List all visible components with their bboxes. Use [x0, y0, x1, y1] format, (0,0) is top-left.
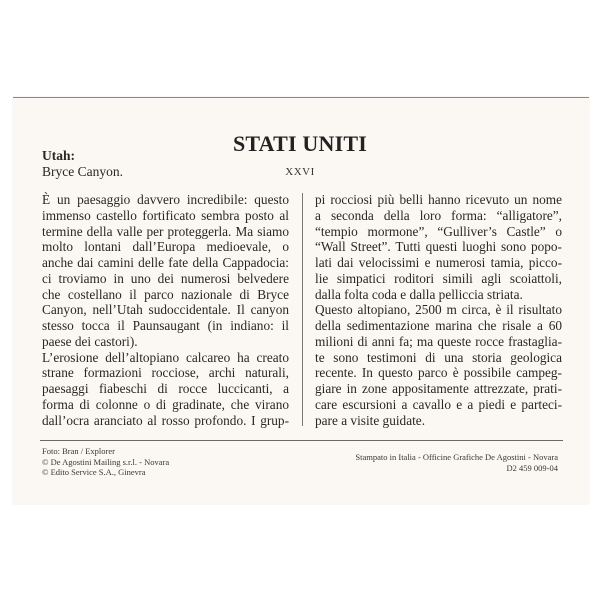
text-line: strane formazioni rocciose, archi naturali, — [42, 365, 289, 381]
product-code: D2 459 009-04 — [506, 462, 558, 473]
text-line: molto lontani dall’Europa medioevale, o — [42, 239, 289, 255]
text-line: care escursioni a cavallo e a piedi e parteci- — [315, 396, 562, 412]
text-line: anche dai camini delle fate della Cappadocia: — [42, 255, 289, 270]
text-line: forma di colonne o di gradinate, che virano — [42, 396, 289, 412]
text-line: “tempio mormone”, “Gulliver’s Castle” o — [315, 223, 562, 239]
text-line: giare in zone appositamente attrezzate, prati- — [315, 381, 562, 396]
text-line: recente. In questo parco è possibile campeg- — [315, 365, 562, 381]
place-label: Bryce Canyon. — [42, 164, 123, 179]
text-line: termine della valle per proteggerla. Ma siamo — [42, 223, 289, 239]
text-line: pare a visite guidate. — [315, 412, 426, 428]
column-divider — [302, 193, 303, 426]
text-line: L’erosione dell’altopiano calcareo ha creato — [42, 349, 289, 365]
page-title: STATI UNITI — [232, 131, 368, 156]
text-line: Canyon, nell’Utah sudoccidentale. Il canyon — [42, 302, 289, 318]
text-line: della sedimentazione marina che risale a 60 — [315, 318, 562, 333]
text-line: paese dei castori). — [42, 333, 138, 349]
text-line: stesso tocca il Paunsaugant (in indiano: il — [42, 318, 289, 333]
printer-line: Stampato in Italia - Officine Grafiche De Agostini - Novara — [355, 452, 558, 462]
text-line: milioni di anni fa; ma queste rocce frastaglia- — [315, 333, 562, 349]
text-line: lie simpatici roditori simili agli scoiattoli, — [315, 270, 562, 286]
text-line: a seconda della loro forma: “alligatore”, — [315, 207, 562, 223]
text-line: lati dai velocissimi e numerosi tamia, picco- — [315, 255, 562, 270]
text-line: immenso castello fortificato sembra posto al — [42, 207, 289, 223]
text-line: che costellano il parco nazionale di Bryce — [42, 286, 289, 302]
text-line: dalla folta coda e dalla pelliccia striata. — [315, 286, 523, 302]
text-column-right — [315, 192, 562, 428]
text-line: È un paesaggio davvero incredibile: questo — [42, 192, 289, 207]
text-column-left — [42, 192, 289, 428]
footer-rule — [40, 440, 563, 441]
photo-credits — [42, 446, 169, 478]
credit-line: Foto: Bran / Explorer — [42, 446, 115, 456]
credit-line: © De Agostini Mailing s.r.l. - Novara — [42, 456, 170, 467]
credit-line: © Edito Service S.A., Ginevra — [42, 467, 146, 477]
text-line: “Wall Street”. Tutti questi luoghi sono popo- — [315, 239, 562, 255]
text-line: pi rocciosi più belli hanno ricevuto un nome — [315, 192, 562, 207]
text-line: Questo altopiano, 2500 m circa, è il risultato — [315, 302, 562, 318]
printer-info — [355, 452, 558, 473]
text-line: paesaggi fiabeschi di rocce luccicanti, a — [42, 381, 289, 396]
text-line: te sono testimoni di una storia geologica — [315, 349, 562, 365]
region-label: Utah: — [42, 148, 75, 163]
text-line: ci troviamo in uno dei numerosi belvedere — [42, 270, 289, 286]
text-line: dall’ocra aranciato al rosso profondo. I grup- — [42, 412, 289, 428]
card-number: XXVI — [285, 166, 315, 178]
